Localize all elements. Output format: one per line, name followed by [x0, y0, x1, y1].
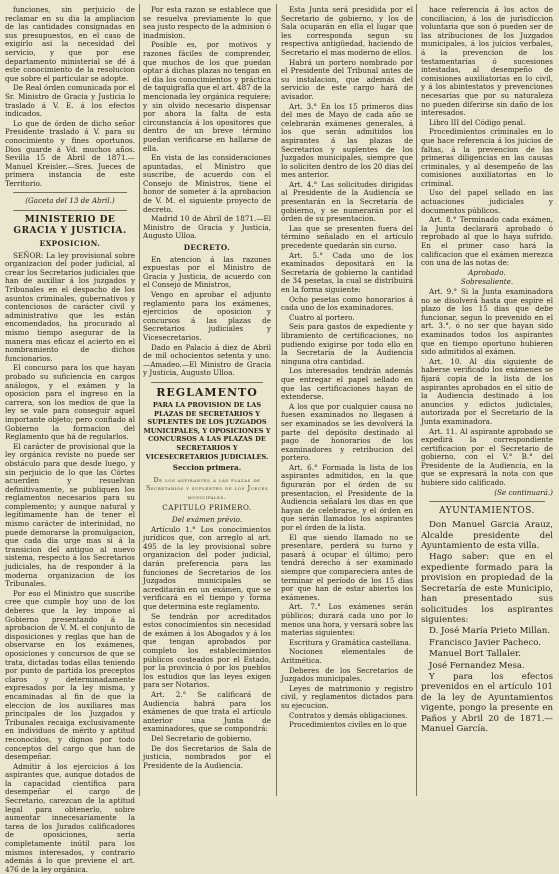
- paragraph: Habrá un portero nombrado por el Presidente del Tribunal antes de su instalacion, que además del servicio de este cargo hará de avisador.: [281, 57, 413, 101]
- paragraph: Uso del papel sellado en las actuaciones judiciales y documentos públicos.: [421, 188, 553, 215]
- column-rule: [139, 4, 140, 796]
- paragraph: El que siendo llamado no se presentare, perderá su turno y pasará á ocupar el último; pero tendrá derecho á ser examinado siempre que compareciera antes de terminar el período de los 15 dias por que han de estar abiertos los exámenes.: [281, 532, 413, 602]
- article-paragraph: Art. 9.° Si la Junta examinadora no se disolverá hasta que espire el plazo de los 15 dias que debe funcionar, segun lo prevenido en el art. 3.°, ó no ser que hayan sido examinados todos los aspirantes que en tiempo oportuno hubieren sido admitidos al exámen.: [421, 287, 553, 357]
- article-paragraph: Art. 3.° En los 15 primeros dias del mes de Mayo de cada año se celebrarán exámenes generales, á los que serán admitidos los aspirantes á las plazas de Secretarios y suplentes de los Juzgados municipales, siempre que lo soliciten dentro de los 20 dias del mes anterior.: [281, 101, 413, 180]
- applicant-name: Manuel Bort Tallaler.: [429, 649, 521, 660]
- paragraph: De dos Secretarios de Sala de justicia, nombrados por el Presidente de la Audiencia.: [143, 743, 271, 770]
- applicant-name: Francisco Javier Pacheco.: [429, 637, 542, 648]
- column-4: [421, 6, 553, 796]
- paragraph: Libro III del Código penal.: [429, 117, 526, 127]
- paragraph: hace referencia á los actos de conciliacion, á los de jurisdiccion voluntaria que son ó pueden ser de las atribuciones de los Juzgados municipales, á los juicios verbales, á la prevencion de los testamentarías ó sucesiones intestadas, al desempeño de comisiones auxiliatorias en lo civil, y á los abintestatos y prevenciones necesarias que por su naturaleza no pueden diferirse sin daño de los interesados.: [421, 5, 553, 118]
- paragraph: Vengo en aprobar el adjunto reglamento para los exámenes, ejercicios de oposicion y concursos á las plazas de Secretarios judiciales y Vicesecretarios.: [143, 290, 271, 342]
- paragraph: Y para los efectos prevenidos en el artículo 101 de la ley de Ayuntamientos vigente, pongo la presente en Paños y Abril 20 de 1871.—Manuel García.: [421, 671, 553, 734]
- paragraph: Procedimientos criminales en lo que hace referencia á los juicios de faltas, á la prevencion de las primeras diligencias en las causas criminales, y al desempeño de las comisiones auxiliatorias en lo criminal.: [421, 127, 553, 188]
- paragraph: En atencion á las razones expuestas por el Ministro de Gracia y Justicia, de acuerdo con el Consejo de Ministros,: [143, 254, 271, 290]
- paragraph: Lo que de órden de dicho señor Presidente traslado á V. para su conocimiento y fines oportunos. Dios guarde á Vd. muchos años. Sevilla 15 de Abril de 1871.—Manuel Kreisler.—Sres. Jueces de primera instancia de este Territorio.: [5, 118, 135, 188]
- paragraph: Leyes de matrimonio y registro civil, y reglamentos dictados para su ejecucion.: [281, 683, 413, 710]
- paragraph: funciones, sin perjuicio de reclamar en su dia la ampliacion de las cantidades consignadas en sus presupuestos, en el caso de exigirlo asi la necesidad del servicio, y que por ese departamento ministerial se dé á este conocimiento de la resolucion que sobre el particular se adopte.: [5, 5, 135, 83]
- paragraph: Hago saber: que en el expediente formado para la provision en propiedad de la Secretaría de este Municipio, han presentado sus solicitudes los aspirantes siguientes:: [421, 552, 553, 625]
- column-2: [143, 6, 271, 796]
- paragraph: Esta Junta será presidida por el Secretario de gobierno, y los de Sala ocuparán en ella el lugar que les corresponda segun su respectiva antigüedad, haciendo de Secretario el mas moderno de ellos.: [281, 5, 413, 57]
- grade-note: Aprobado.: [468, 267, 506, 277]
- column-3: [281, 6, 413, 796]
- paragraph: Deberes de los Secretarios de Juzgados municipales.: [281, 665, 413, 684]
- article-paragraph: Art. 6.° Formada la lista de los aspirantes admitidos, en la que figurarán por el órden de su presentacion, el Presidente de la Audiencia señalará los dias en que hayan de celebrarse, y el órden en que serán llamados los aspirantes por el órden de la lista.: [281, 462, 413, 533]
- section-heading: Seccion primera.: [172, 463, 242, 473]
- paragraph: Contratos y demás obligaciones.: [289, 710, 408, 720]
- article-paragraph: Art. 7.° Los exámenes serán públicos; durará cada uno por lo menos una hora, y versará sobre las materias siguientes:: [281, 602, 414, 638]
- paragraph: Por esta razon se establece que se resuelva previamente lo que sea justo respecto de la admision ó inadmision.: [143, 5, 271, 40]
- chapter-heading: CAPITULO PRIMERO.: [162, 503, 252, 513]
- paragraph: Madrid 10 de Abril de 1871.—El Ministro de Gracia y Justicia, Augusto Ulloa.: [143, 214, 271, 241]
- ministry-heading: MINISTERIO DE GRACIA Y JUSTICIA.: [13, 215, 127, 237]
- paragraph: El concurso para los que hayan probado su suficiencia en cargos análogos, y el exámen y la oposicion para el ingreso en la carrera, son los medios de que la ley se vale para conseguir aquel importante objeto; pero confiado al Gobierno la formacion del Reglamento que há de regularlos.: [5, 363, 135, 442]
- paragraph: Los interesados tendrán además que entregar el papel sellado en que las certificaciones hayan de extenderse.: [281, 366, 413, 402]
- paragraph: Admitir á los ejercicios á los aspirantes que, aunque dotados de la capacidad científica para desempeñar el cargo de Secretario, carezcan de la aptitud legal para obtenerlo, sobre aumentar innecesariamente la tarea de los Jurados calificadores de oposiciones, seria completamente inútil para los mismos interesados, y contrario además á lo que previene el art. 476 de la ley orgánica.: [5, 761, 135, 874]
- paragraph: Seis para gastos de expediente y libramiento de certificaciones, no pudiendo exigirse por todo ello en la Secretaría de la Audiencia ninguna otra cantidad.: [281, 322, 413, 366]
- applicant-name: D. José María Prieto Millan.: [429, 626, 551, 637]
- paragraph: Escritura y Gramática castellana.: [289, 637, 412, 647]
- paragraph: Don Manuel Garcia Arauz, Alcalde presidente del Ayuntamiento de esta villa.: [421, 520, 553, 552]
- paragraph: Nociones elementales de Aritmética.: [281, 647, 413, 665]
- paragraph: Ocho pesetas como honorarios á cada uno de los examinadores.: [281, 294, 413, 313]
- reglamento-subheading: PARA LA PROVISION DE LAS PLAZAS DE SECRETARIOS Y SUPLENTES DE LOS JUZGADOS MUNICIPALES, Y OPOSICIONES Y CONCURSOS A LAS PLAZAS DE SECRETARIOS Y VICESECRETARIOS JUDICIALES.: [143, 400, 271, 461]
- grade-note: Sobresaliente.: [460, 277, 514, 287]
- ayuntamientos-heading: AYUNTAMIENTOS.: [439, 506, 535, 517]
- paragraph: Por eso el Ministro que suscribe cree que cumple hoy uno de los deberes que la ley impone al Gobierno presentando á la aprobacion de V. M. el conjunto de disposiciones y reglas que han de observarse en los exámenes, oposiciones y concursos de que se trata, dictadas todas ellas teniendo por punto de partida los preceptos claros y determinadamente expresados por la ley misma, y encaminadas al fin de que la eleccion de los auxiliares mas principales de los Juzgados y Tribunales recaiga exclusivamente en individuos de mérito y aptitud reconocidos, y dignos por todo conceptos del cargo que han de desempeñar.: [5, 588, 135, 762]
- paragraph: Posible es, por motivos y razones fáciles de comprender, que muchos de los que puedan optar á dichas plazas no tengan en el dia los conocimientos y práctica de taquigrafía que el art. 487 de la mencionada ley orgánica requiere; y sin olvido necesario dispensar por ahora la falta de esta circunstancia á los opositores que dentro de un breve término puedan verificarse en hallarse de ella.: [143, 40, 271, 153]
- article-paragraph: Art. 11. Al aspirante aprobado se expedirá la correspondiente certificacion por el Secretario de gobierno, con el V.° B.° del Presidente de la Audiencia, en la que se expresará la nota con que hubiere sido calificado.: [421, 426, 553, 488]
- reglamento-heading: REGLAMENTO: [156, 385, 258, 399]
- column-1: [5, 5, 135, 874]
- article-paragraph: Artículo 1.° Los conocimientos jurídicos que, con arreglo al art. 495 de la ley provisional sobre organizacion del poder judicial, darán preferencia para las funciones de Secretarios de los Juzgados municipales se acreditarán en un exámen, que se verificará en el tiempo y forma que determina este reglamento.: [143, 524, 271, 611]
- exposicion-heading: EXPOSICION.: [39, 239, 101, 249]
- paragraph: Se tendrán por acreditados estos conocimientos sin necesidad de exámen á los Abogados y á los que tengan aprobados por completo los establecimientos públicos costeados por el Estado, por la provincia ó por los pueblos los estudios que las leyes exigen para ser Notarios.: [143, 611, 271, 690]
- article-paragraph: Art. 4.° Las solicitudes dirigidas al Presidente de la Audiencia se presentarán en la Secretaría de gobierno, y se numerarán por el órden de su presentacion.: [281, 179, 413, 224]
- article-paragraph: Art. 8.° Terminado cada exámen, la Junta declarará aprobado ó reprobado al que lo haya sufrido. En el primer caso hará la calificacion que el exámen merezca con una de las notas de:: [421, 215, 553, 268]
- paragraph: Del Secretario de gobierno.: [151, 733, 252, 743]
- gaceta-note: (Gaceta del 13 de Abril.): [25, 196, 115, 206]
- continued-note: (Se continuará.): [494, 487, 553, 497]
- section-subheading: De los aspirantes á las plazas de Secretarios y suplentes de los Jueces municipales.: [145, 475, 269, 501]
- paragraph: En vista de las consideraciones apuntadas, el Ministro que suscribe, de acuerdo con el Consejo de Ministros, tiene el honor de someter á la aprobacion de V. M. el siguiente proyecto de decreto.: [143, 153, 271, 214]
- chapter-subheading: Del exámen prévio.: [171, 515, 243, 525]
- article-paragraph: Art. 10. Al dia siguiente de haberse verificado los exámenes se fijará copia de la lista de los aspirantes aprobados en el sitio de la Audiencia destinado á los anuncios y edictos judiciales, autorizada por el Secretario de la Junta examinadora.: [421, 356, 553, 426]
- paragraph: El carácter de provisional que la ley orgánica reviste no puede ser obstáculo para que desde luego, y sin perjuicio de lo que las Córtes acuerden y resuelvan definitivamente, se publiquen los reglamentos necesarios para su complemento; y aunque natural y legítimamente han de tener el mismo carácter de interinidad, no puede demorarse la promulgacion, que cada dia urge mas si á la transicion del antiguo al nuevo sistema, respecto á los Secretarios judiciales, ha de responder á la moderna organizacion de los Tribunales.: [5, 441, 135, 589]
- article-paragraph: Art. 5.° Cada uno de los examinados depositará en la Secretaría de gobierno la cantidad de 34 pesetas, la cual se distribuirá en la forma siguiente:: [281, 250, 413, 294]
- paragraph: Procedimientos civiles en lo que: [289, 720, 407, 730]
- decreto-heading: DECRETO.: [183, 243, 231, 253]
- divider: [13, 210, 127, 211]
- column-rule: [276, 4, 277, 796]
- divider: [13, 192, 127, 193]
- paragraph: Dado en Palacio á diez de Abril de mil ochocientos setenta y uno.—Amadeo.—El Ministro de Gracia y Justicia, Augusto Ulloa.: [143, 342, 271, 378]
- paragraph: Las que se presenten fuera del término señalado en el artículo precedente quedarán sin curso.: [281, 223, 413, 251]
- divider: [429, 501, 545, 502]
- paragraph: A los que por cualquier causa no fuesen examinados no llegasen á ser examinados se les devolverá la parte del depósito destinado al pago de honorarios de los examinadores y retribucion del portero.: [281, 401, 413, 463]
- paragraph: Cuatro al portero.: [289, 312, 355, 322]
- applicant-name: José Fernandez Mesa.: [429, 660, 525, 671]
- column-rule: [416, 4, 417, 796]
- paragraph: De Real órden comunicada por el Sr. Ministro de Gracia y Justicia lo traslado á V. E. á los efectos indicados.: [5, 83, 135, 119]
- paragraph: SEÑOR: La ley provisional sobre organizacion del poder judicial, al crear los Secretarios judiciales que han de auxiliar á los juzgados y Tribunales en el despacho de los asuntos criminales, gubernativos y contenciosos de carácter civil y administrativo que les están encomendados, ha procurado al mismo tiempo asegurar de la manera mas eficaz el acierto en el nombramiento de dichos funcionarios.: [5, 250, 135, 363]
- article-paragraph: Art. 2.° Se calificará de Audiencia habrá para los exámenes de que trata el artículo anterior una Junta de examinadores, que se compondrá:: [143, 689, 271, 734]
- divider: [151, 382, 263, 383]
